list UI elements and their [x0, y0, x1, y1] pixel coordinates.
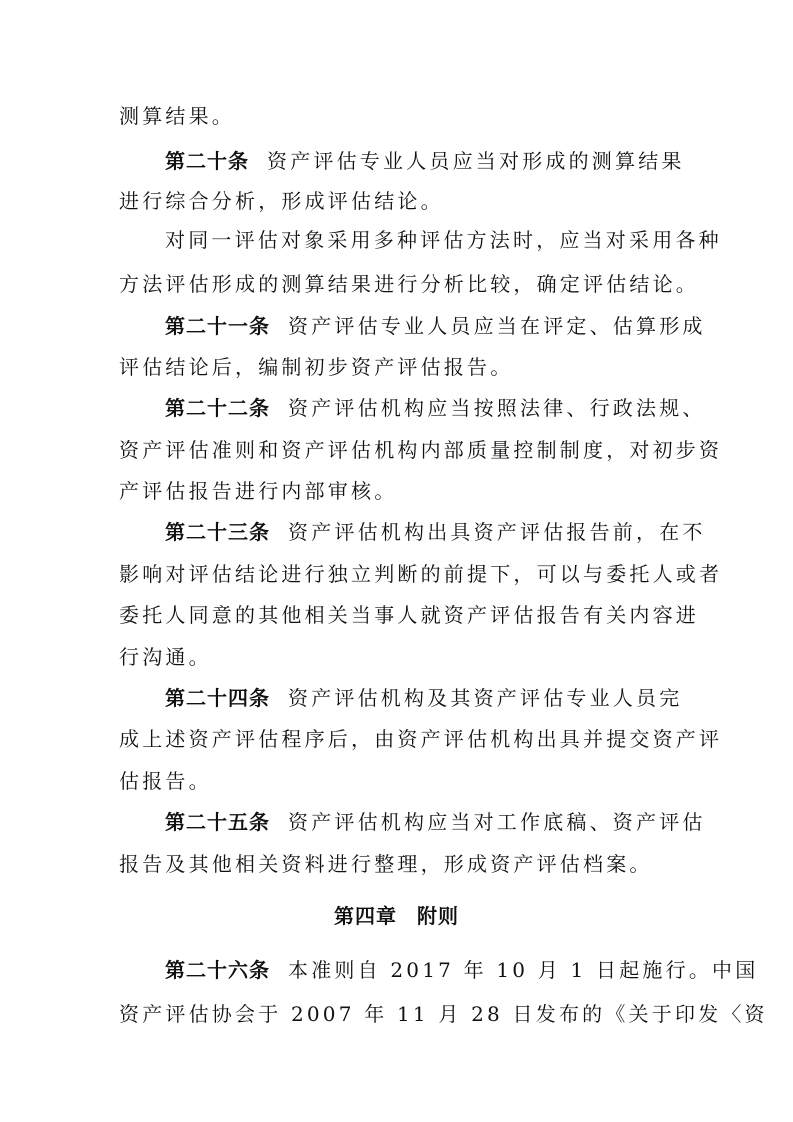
article-20-heading-line	[0, 147, 793, 175]
chapter-title: 附则	[417, 904, 459, 928]
line-text: 估报告。	[119, 769, 212, 793]
line-text: 资产评估准则和资产评估机构内部质量控制制度，对初步资	[119, 438, 723, 462]
line-text: 方法评估形成的测算结果进行分析比较，确定评估结论。	[119, 272, 699, 296]
line-text: 本准则自 2017 年 10 月 1 日起施行。中国	[288, 958, 759, 982]
article-25-heading-line	[0, 808, 793, 836]
paragraph-line	[0, 187, 793, 215]
paragraph-line	[0, 560, 793, 588]
paragraph-line	[0, 767, 793, 795]
chapter-number: 第四章	[334, 904, 397, 928]
line-text: 产评估报告进行内部审核。	[119, 479, 398, 503]
paragraph-line	[0, 850, 793, 878]
paragraph-line	[0, 102, 793, 130]
article-23-heading-line	[0, 518, 793, 546]
line-text: 资产评估机构及其资产评估专业人员完	[288, 686, 683, 710]
paragraph-line	[0, 643, 793, 671]
line-text: 资产评估专业人员应当在评定、估算形成	[288, 314, 706, 338]
line-text: 委托人同意的其他相关当事人就资产评估报告有关内容进	[119, 603, 699, 627]
article-title: 第二十五条	[165, 810, 270, 834]
article-title: 第二十三条	[165, 520, 270, 544]
line-text: 成上述资产评估程序后，由资产评估机构出具并提交资产评	[119, 727, 723, 751]
paragraph-line	[0, 725, 793, 753]
line-text: 进行综合分析，形成评估结论。	[119, 189, 444, 213]
article-title: 第二十条	[165, 149, 249, 173]
line-text: 资产评估机构应当按照法律、行政法规、	[288, 396, 706, 420]
article-26-heading-line	[0, 956, 793, 984]
line-text: 资产评估机构应当对工作底稿、资产评估	[288, 810, 706, 834]
paragraph-line	[0, 477, 793, 505]
line-text: 资产评估机构出具资产评估报告前，在不	[288, 520, 706, 544]
paragraph-line	[0, 601, 793, 629]
line-text: 对同一评估对象采用多种评估方法时，应当对采用各种	[165, 228, 722, 252]
chapter-heading	[0, 902, 793, 930]
line-text: 资产评估协会于 2007 年 11 月 28 日发布的《关于印发〈资	[119, 1002, 768, 1026]
paragraph-line	[0, 1000, 793, 1028]
line-text: 影响对评估结论进行独立判断的前提下，可以与委托人或者	[119, 562, 723, 586]
article-24-heading-line	[0, 684, 793, 712]
article-22-heading-line	[0, 394, 793, 422]
paragraph-line	[0, 353, 793, 381]
article-title: 第二十一条	[165, 314, 270, 338]
article-21-heading-line	[0, 312, 793, 340]
paragraph-line	[0, 270, 793, 298]
line-text: 行沟通。	[119, 645, 212, 669]
paragraph-line	[0, 436, 793, 464]
article-title: 第二十二条	[165, 396, 270, 420]
article-title: 第二十四条	[165, 686, 270, 710]
line-text: 资产评估专业人员应当对形成的测算结果	[267, 149, 685, 173]
line-text: 测算结果。	[119, 104, 235, 128]
line-text: 评估结论后，编制初步资产评估报告。	[119, 355, 514, 379]
line-text: 报告及其他相关资料进行整理，形成资产评估档案。	[119, 852, 653, 876]
paragraph-first-line	[0, 226, 793, 254]
article-title: 第二十六条	[165, 958, 270, 982]
